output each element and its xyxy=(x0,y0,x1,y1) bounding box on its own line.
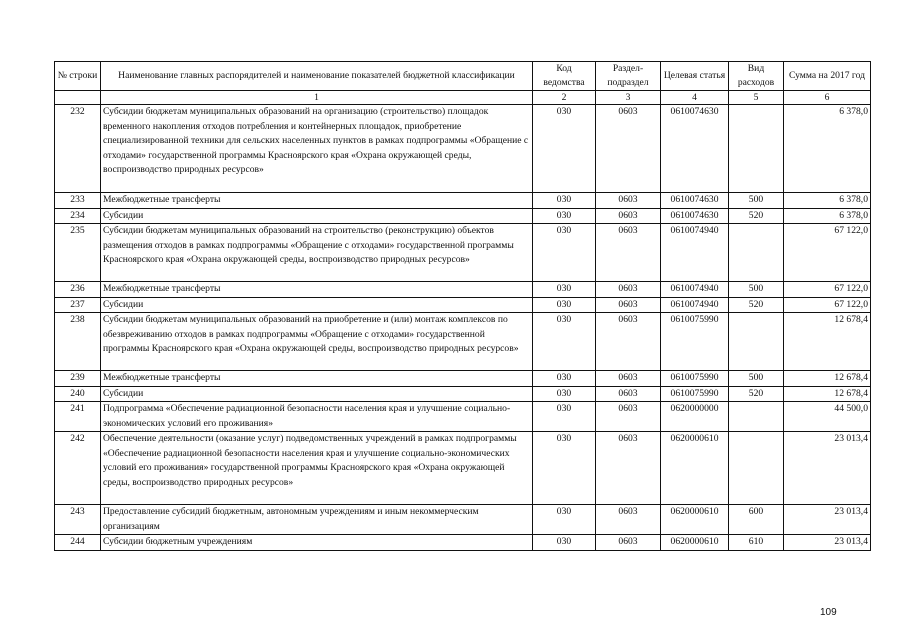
row-number: 241 xyxy=(55,402,101,432)
row-expense-type: 520 xyxy=(729,297,784,313)
row-section: 0603 xyxy=(596,193,661,209)
row-number: 239 xyxy=(55,371,101,387)
row-expense-type: 520 xyxy=(729,208,784,224)
header-expense-type: Вид расходов xyxy=(729,62,784,91)
row-section: 0603 xyxy=(596,386,661,402)
row-sum: 23 013,4 xyxy=(784,432,871,505)
row-target-article: 0610074630 xyxy=(661,208,729,224)
row-number: 238 xyxy=(55,313,101,371)
row-section: 0603 xyxy=(596,208,661,224)
table-row xyxy=(55,105,871,193)
column-number xyxy=(55,91,101,105)
row-section: 0603 xyxy=(596,432,661,505)
row-expense-type xyxy=(729,313,784,371)
row-target-article: 0610075990 xyxy=(661,386,729,402)
row-sum: 12 678,4 xyxy=(784,386,871,402)
row-number: 240 xyxy=(55,386,101,402)
header-sum: Сумма на 2017 год xyxy=(784,62,871,91)
row-department-code: 030 xyxy=(533,208,596,224)
row-sum: 23 013,4 xyxy=(784,535,871,551)
row-name: Межбюджетные трансферты xyxy=(101,282,533,298)
table-row xyxy=(55,313,871,371)
table-row xyxy=(55,193,871,209)
row-sum: 67 122,0 xyxy=(784,297,871,313)
row-department-code: 030 xyxy=(533,224,596,282)
column-number: 4 xyxy=(661,91,729,105)
row-target-article: 0610074630 xyxy=(661,105,729,193)
row-number: 234 xyxy=(55,208,101,224)
row-expense-type xyxy=(729,432,784,505)
row-section: 0603 xyxy=(596,313,661,371)
row-section: 0603 xyxy=(596,105,661,193)
row-name: Субсидии xyxy=(101,386,533,402)
column-number: 5 xyxy=(729,91,784,105)
row-sum: 67 122,0 xyxy=(784,282,871,298)
row-sum: 6 378,0 xyxy=(784,208,871,224)
row-name: Субсидии бюджетным учреждениям xyxy=(101,535,533,551)
row-department-code: 030 xyxy=(533,105,596,193)
row-number: 242 xyxy=(55,432,101,505)
row-sum: 12 678,4 xyxy=(784,313,871,371)
row-section: 0603 xyxy=(596,402,661,432)
table-row xyxy=(55,535,871,551)
row-number: 237 xyxy=(55,297,101,313)
row-expense-type: 500 xyxy=(729,193,784,209)
row-name: Субсидии xyxy=(101,208,533,224)
table-row xyxy=(55,208,871,224)
row-department-code: 030 xyxy=(533,297,596,313)
row-sum: 12 678,4 xyxy=(784,371,871,387)
header-department-code: Код ведомства xyxy=(533,62,596,91)
row-target-article: 0620000610 xyxy=(661,432,729,505)
column-number: 1 xyxy=(101,91,533,105)
row-department-code: 030 xyxy=(533,193,596,209)
row-number: 232 xyxy=(55,105,101,193)
row-name: Субсидии бюджетам муниципальных образований на приобретение и (или) монтаж комплексов по обезвреживанию отходов в рамках подпрограммы «Обращение с отходами» государственной программы Красноярского края «Охрана окружающей среды, воспроизводство природных ресурсов» xyxy=(101,313,533,371)
row-department-code: 030 xyxy=(533,402,596,432)
row-number: 236 xyxy=(55,282,101,298)
row-sum: 44 500,0 xyxy=(784,402,871,432)
row-name: Подпрограмма «Обеспечение радиационной безопасности населения края и улучшение социально-экономических условий его проживания» xyxy=(101,402,533,432)
row-section: 0603 xyxy=(596,505,661,535)
budget-table xyxy=(54,61,871,551)
row-number: 244 xyxy=(55,535,101,551)
row-department-code: 030 xyxy=(533,535,596,551)
row-section: 0603 xyxy=(596,282,661,298)
table-row xyxy=(55,432,871,505)
table-row xyxy=(55,297,871,313)
row-target-article: 0620000610 xyxy=(661,535,729,551)
row-expense-type xyxy=(729,105,784,193)
header-row-number: № строки xyxy=(55,62,101,91)
table-row xyxy=(55,402,871,432)
row-sum: 6 378,0 xyxy=(784,193,871,209)
row-target-article: 0620000610 xyxy=(661,505,729,535)
row-target-article: 0610075990 xyxy=(661,371,729,387)
row-number: 235 xyxy=(55,224,101,282)
row-target-article: 0610074940 xyxy=(661,282,729,298)
table-column-numbers-row xyxy=(55,91,871,105)
row-department-code: 030 xyxy=(533,371,596,387)
table-row xyxy=(55,282,871,298)
row-expense-type xyxy=(729,224,784,282)
header-section: Раздел-подраздел xyxy=(596,62,661,91)
row-section: 0603 xyxy=(596,535,661,551)
row-expense-type xyxy=(729,402,784,432)
column-number: 6 xyxy=(784,91,871,105)
row-department-code: 030 xyxy=(533,386,596,402)
header-name: Наименование главных распорядителей и наименование показателей бюджетной классификации xyxy=(101,62,533,91)
column-number: 3 xyxy=(596,91,661,105)
row-department-code: 030 xyxy=(533,282,596,298)
row-expense-type: 520 xyxy=(729,386,784,402)
column-number: 2 xyxy=(533,91,596,105)
row-name: Субсидии бюджетам муниципальных образований на строительство (реконструкцию) объектов размещения отходов в рамках подпрограммы «Обращение с отходами» государственной программы Красноярского края «Охрана окружающей среды, воспроизводство природных ресурсов» xyxy=(101,224,533,282)
row-sum: 23 013,4 xyxy=(784,505,871,535)
header-target-article: Целевая статья xyxy=(661,62,729,91)
row-number: 243 xyxy=(55,505,101,535)
table-header-row xyxy=(55,62,871,91)
row-target-article: 0610074940 xyxy=(661,224,729,282)
table-body xyxy=(55,105,871,551)
row-sum: 6 378,0 xyxy=(784,105,871,193)
row-target-article: 0610074630 xyxy=(661,193,729,209)
page-number: 109 xyxy=(820,607,837,618)
row-department-code: 030 xyxy=(533,505,596,535)
row-section: 0603 xyxy=(596,297,661,313)
row-name: Межбюджетные трансферты xyxy=(101,371,533,387)
table-row xyxy=(55,505,871,535)
row-number: 233 xyxy=(55,193,101,209)
row-name: Обеспечение деятельности (оказание услуг) подведомственных учреждений в рамках подпрограммы «Обеспечение радиационной безопасности населения края и улучшение социально-экономических условий его проживания» государственной программы Красноярского края «Охрана окружающей среды, воспроизводство природных ресурсов» xyxy=(101,432,533,505)
row-department-code: 030 xyxy=(533,313,596,371)
table-row xyxy=(55,224,871,282)
row-expense-type: 500 xyxy=(729,371,784,387)
row-name: Межбюджетные трансферты xyxy=(101,193,533,209)
row-expense-type: 600 xyxy=(729,505,784,535)
row-department-code: 030 xyxy=(533,432,596,505)
row-sum: 67 122,0 xyxy=(784,224,871,282)
row-expense-type: 610 xyxy=(729,535,784,551)
table-row xyxy=(55,386,871,402)
row-target-article: 0610075990 xyxy=(661,313,729,371)
row-name: Субсидии xyxy=(101,297,533,313)
table-row xyxy=(55,371,871,387)
row-name: Субсидии бюджетам муниципальных образований на организацию (строительство) площадок временного накопления отходов потребления и контейнерных площадок, приобретение специализированной техники для сельских населенных пунктов в рамках подпрограммы «Обращение с отходами» государственной программы Красноярского края «Охрана окружающей среды, воспроизводство природных ресурсов» xyxy=(101,105,533,193)
row-target-article: 0620000000 xyxy=(661,402,729,432)
row-expense-type: 500 xyxy=(729,282,784,298)
row-target-article: 0610074940 xyxy=(661,297,729,313)
row-name: Предоставление субсидий бюджетным, автономным учреждениям и иным некоммерческим организациям xyxy=(101,505,533,535)
row-section: 0603 xyxy=(596,224,661,282)
row-section: 0603 xyxy=(596,371,661,387)
